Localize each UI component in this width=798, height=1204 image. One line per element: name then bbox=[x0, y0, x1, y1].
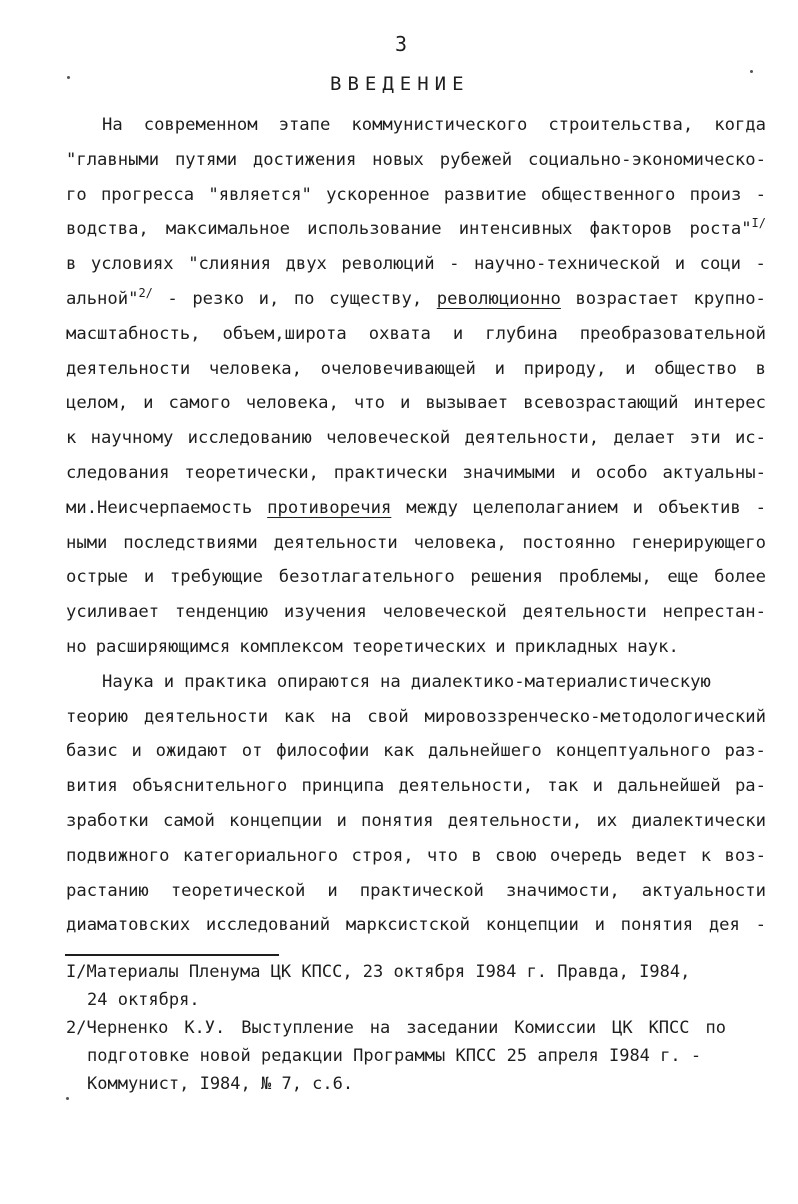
word: - bbox=[755, 915, 766, 936]
word: рубежей bbox=[439, 149, 513, 170]
text-line bbox=[66, 874, 766, 909]
word: концепции bbox=[229, 810, 323, 831]
word: на bbox=[380, 671, 401, 692]
word: и bbox=[494, 358, 505, 379]
word: Наука bbox=[102, 671, 154, 692]
word: человека, bbox=[208, 358, 302, 379]
footnotes bbox=[66, 958, 766, 1098]
word: по bbox=[705, 1018, 726, 1038]
word: и bbox=[163, 671, 175, 692]
word: максимальное bbox=[165, 219, 291, 240]
word: требующие bbox=[169, 567, 264, 588]
word: комплексом bbox=[239, 636, 343, 657]
word: деятельности bbox=[143, 706, 269, 727]
word: этапе bbox=[278, 115, 331, 135]
word: объектив bbox=[657, 497, 741, 518]
section-heading: ВВЕДЕНИЕ bbox=[330, 73, 470, 95]
word: КПСС bbox=[648, 1018, 690, 1038]
word: делает bbox=[613, 428, 676, 449]
word: и bbox=[570, 462, 581, 483]
word: исследований bbox=[205, 915, 331, 936]
word: исследованию bbox=[187, 428, 312, 449]
scan-speck bbox=[66, 1097, 69, 1100]
word: человеческой bbox=[382, 602, 507, 623]
word: самой bbox=[163, 810, 215, 831]
text-line bbox=[66, 700, 766, 735]
word: дальнейшего bbox=[427, 741, 542, 762]
word: в bbox=[66, 254, 77, 275]
word: диалектико-материалистическую bbox=[410, 671, 711, 692]
word: их bbox=[596, 810, 618, 831]
word: ра- bbox=[734, 776, 766, 797]
word: деятельности, bbox=[447, 810, 583, 831]
word: вития bbox=[66, 776, 118, 797]
word: К.У. bbox=[184, 1018, 226, 1038]
word: научно-технической bbox=[473, 254, 661, 275]
text-line bbox=[66, 108, 766, 143]
word: противоречия bbox=[267, 497, 392, 518]
word: теоретически, bbox=[184, 462, 319, 483]
text-line bbox=[66, 386, 766, 421]
word: усиливает bbox=[66, 602, 160, 623]
word: на bbox=[369, 1018, 391, 1038]
word: интерес bbox=[693, 393, 766, 414]
word: раз- bbox=[724, 741, 766, 762]
word: и bbox=[632, 497, 643, 518]
word: альной"$^{2/}$ bbox=[66, 285, 153, 309]
word: понятия bbox=[620, 915, 694, 936]
scan-speck bbox=[67, 76, 70, 79]
word: теоретических bbox=[351, 636, 487, 657]
word: вызывает bbox=[425, 393, 509, 414]
word: и bbox=[399, 393, 411, 414]
word: дея bbox=[708, 915, 740, 936]
text-line bbox=[66, 526, 766, 561]
text-line bbox=[66, 282, 766, 317]
word: более bbox=[714, 567, 766, 588]
word: актуальны- bbox=[662, 462, 766, 483]
word: на bbox=[330, 706, 352, 727]
word: опираются bbox=[276, 671, 371, 692]
footnote-1-continuation: 24 октября. bbox=[87, 990, 200, 1010]
word: и bbox=[674, 254, 686, 275]
word: очеловечивающей bbox=[320, 358, 476, 379]
word: непрестан- bbox=[662, 602, 766, 623]
footnote-2-continuation: подготовке новой редакции Программы КПСС 25 апреля I984 г. - bbox=[87, 1046, 702, 1066]
word: и bbox=[495, 636, 506, 657]
word: и bbox=[336, 810, 347, 831]
word: марксистской bbox=[345, 915, 470, 936]
footnote-2 bbox=[66, 1014, 726, 1042]
word: ускоренное bbox=[326, 184, 430, 205]
word: растанию bbox=[66, 880, 149, 901]
text-line bbox=[66, 630, 766, 665]
word: к bbox=[700, 845, 712, 866]
word: крупно- bbox=[693, 288, 766, 309]
word: масштабность, bbox=[66, 323, 201, 344]
text-line bbox=[66, 421, 766, 456]
paragraph-2 bbox=[66, 665, 766, 943]
word: "является" bbox=[208, 184, 312, 205]
word: ными bbox=[66, 532, 108, 553]
word: условиях bbox=[90, 254, 174, 275]
word: Выступление bbox=[241, 1018, 354, 1038]
word: базис bbox=[66, 741, 118, 762]
word: человеческой bbox=[326, 428, 451, 449]
word: водства, bbox=[66, 219, 149, 240]
word: революций bbox=[341, 254, 435, 275]
word: изучения bbox=[283, 602, 367, 623]
word: всевозрастающий bbox=[523, 393, 679, 414]
word: по bbox=[293, 288, 315, 309]
word: расширяющимся bbox=[95, 636, 231, 657]
footnote-ref: 2/ bbox=[138, 285, 153, 300]
word: подвижного bbox=[66, 845, 170, 866]
word: использование bbox=[307, 219, 442, 240]
word: теорию bbox=[66, 706, 129, 727]
word: го bbox=[66, 184, 87, 205]
word: тенденцию bbox=[174, 602, 269, 623]
word: целеполаганием bbox=[472, 497, 618, 518]
word: практической bbox=[359, 880, 484, 901]
word: революционно bbox=[436, 288, 561, 309]
word: свой bbox=[367, 706, 409, 727]
word: человека, bbox=[245, 393, 339, 414]
word: научному bbox=[90, 428, 174, 449]
text-line bbox=[66, 178, 766, 213]
text-line bbox=[66, 317, 766, 352]
text-line bbox=[66, 665, 766, 700]
word: объяснительного bbox=[132, 776, 288, 797]
word: новых bbox=[372, 149, 424, 170]
word: мировоззренческо-методологический bbox=[424, 706, 766, 727]
word: так bbox=[547, 776, 579, 797]
text-line bbox=[66, 839, 766, 874]
text-line bbox=[66, 908, 766, 943]
word: как bbox=[283, 706, 315, 727]
word: социально-экономическо- bbox=[527, 149, 766, 170]
body-text bbox=[66, 108, 766, 943]
word: - bbox=[755, 254, 766, 275]
paragraph-1 bbox=[66, 108, 766, 665]
word: - bbox=[167, 288, 178, 309]
word: - bbox=[755, 184, 766, 205]
word: между bbox=[406, 497, 458, 518]
word: что bbox=[426, 845, 458, 866]
word: и bbox=[594, 915, 605, 936]
word: общество bbox=[654, 358, 737, 379]
word: эти bbox=[689, 428, 721, 449]
word: строя, bbox=[351, 845, 414, 866]
word: постоянно bbox=[522, 532, 616, 553]
word: свою bbox=[495, 845, 537, 866]
footnote-1: I/Материалы Пленума ЦК КПСС, 23 октября I984 г. Правда, I984, bbox=[66, 962, 691, 982]
word: безотлагательного bbox=[278, 567, 455, 588]
word: - bbox=[755, 497, 766, 518]
word: генерирующего bbox=[631, 532, 766, 553]
word: резко bbox=[192, 288, 245, 309]
word: последствиями bbox=[123, 532, 258, 553]
word: коммунистического bbox=[351, 115, 528, 135]
word: ми.Неисчерпаемость bbox=[66, 497, 253, 518]
word: практически bbox=[333, 462, 448, 483]
word: "слияния bbox=[188, 254, 271, 275]
word: категориального bbox=[182, 845, 339, 866]
word: На bbox=[102, 115, 123, 135]
word: человека, bbox=[413, 532, 507, 553]
word: самого bbox=[168, 393, 231, 414]
text-line bbox=[66, 456, 766, 491]
word: теоретической bbox=[170, 880, 306, 901]
word: заседании bbox=[406, 1018, 499, 1038]
text-line bbox=[66, 595, 766, 630]
word: и bbox=[143, 567, 155, 588]
word: и, bbox=[258, 288, 280, 309]
word: достижения bbox=[252, 149, 357, 170]
word: - bbox=[449, 254, 460, 275]
word: и bbox=[327, 880, 338, 901]
text-line bbox=[66, 560, 766, 595]
word: двух bbox=[285, 254, 327, 275]
text-line bbox=[66, 143, 766, 178]
word: глубина bbox=[485, 323, 558, 344]
word: значимости, bbox=[505, 880, 620, 901]
word: ис- bbox=[734, 428, 766, 449]
word: особо bbox=[595, 462, 648, 483]
word: следования bbox=[66, 462, 170, 483]
word: путями bbox=[174, 149, 238, 170]
word: прикладных bbox=[514, 636, 619, 657]
word: роста"$^{I/}$ bbox=[689, 216, 766, 240]
word: охвата bbox=[368, 323, 431, 344]
text-line bbox=[66, 212, 766, 247]
word: интенсивных bbox=[458, 219, 573, 240]
word: значимыми bbox=[462, 462, 556, 483]
word: развитие bbox=[443, 184, 527, 205]
word: к bbox=[66, 428, 77, 449]
word: концепции bbox=[485, 915, 579, 936]
word: как bbox=[383, 741, 415, 762]
word: практика bbox=[184, 671, 267, 692]
word: концептуального bbox=[555, 741, 711, 762]
word: в bbox=[471, 845, 482, 866]
word: решения bbox=[470, 567, 543, 588]
word: прогресса bbox=[100, 184, 195, 205]
word: еще bbox=[667, 567, 699, 588]
word: деятельности bbox=[66, 358, 191, 379]
scan-speck bbox=[750, 70, 753, 73]
word: общественного bbox=[540, 184, 676, 205]
word: и bbox=[452, 323, 464, 344]
word: в bbox=[755, 358, 766, 379]
word: возрастает bbox=[575, 288, 679, 309]
word: и bbox=[143, 393, 154, 414]
word: Комиссии bbox=[514, 1018, 597, 1038]
footnote-2-continuation: Коммунист, I984, № 7, с.6. bbox=[87, 1074, 354, 1094]
word: дальнейшей bbox=[617, 776, 721, 797]
word: наук. bbox=[627, 636, 679, 657]
text-line bbox=[66, 769, 766, 804]
word: и bbox=[131, 741, 142, 762]
word: произ bbox=[689, 184, 742, 205]
word: ЦК bbox=[612, 1018, 633, 1038]
text-line bbox=[66, 734, 766, 769]
word: от bbox=[241, 741, 263, 762]
word: природу, bbox=[523, 358, 607, 379]
text-line bbox=[66, 804, 766, 839]
word: и bbox=[625, 358, 636, 379]
word: философии bbox=[276, 741, 370, 762]
word: строительства, bbox=[548, 115, 694, 135]
word: ведет bbox=[635, 845, 688, 866]
word: принципа bbox=[301, 776, 385, 797]
word: воз- bbox=[724, 845, 766, 866]
page-number: 3 bbox=[395, 32, 408, 56]
word: когда bbox=[714, 115, 766, 135]
word: ожидают bbox=[155, 741, 229, 762]
word: "главными bbox=[66, 149, 160, 170]
word: зработки bbox=[66, 810, 149, 831]
word: но bbox=[66, 636, 87, 657]
text-line bbox=[66, 491, 766, 526]
text-line bbox=[66, 352, 766, 387]
footnote-ref: I/ bbox=[751, 216, 766, 231]
word: деятельности, bbox=[464, 428, 600, 449]
word: объем,широта bbox=[222, 323, 347, 344]
word: острые bbox=[66, 567, 129, 588]
word: диаматовских bbox=[66, 915, 191, 936]
word: актуальности bbox=[641, 880, 766, 901]
word: 2/Черненко bbox=[66, 1018, 169, 1038]
word: деятельности, bbox=[398, 776, 534, 797]
word: диалектически bbox=[631, 810, 766, 831]
word: что bbox=[353, 393, 385, 414]
word: существу, bbox=[329, 288, 423, 309]
text-line bbox=[66, 247, 766, 282]
word: преобразовательной bbox=[579, 323, 766, 344]
word: и bbox=[592, 776, 603, 797]
word: очередь bbox=[549, 845, 623, 866]
word: проблемы, bbox=[558, 567, 652, 588]
word: целом, bbox=[66, 393, 129, 414]
word: понятия bbox=[361, 810, 434, 831]
word: деятельности bbox=[273, 532, 398, 553]
footnote-separator bbox=[65, 954, 279, 956]
word: деятельности bbox=[522, 602, 647, 623]
word: соци bbox=[699, 254, 742, 275]
word: факторов bbox=[589, 219, 673, 240]
word: современном bbox=[143, 115, 258, 135]
